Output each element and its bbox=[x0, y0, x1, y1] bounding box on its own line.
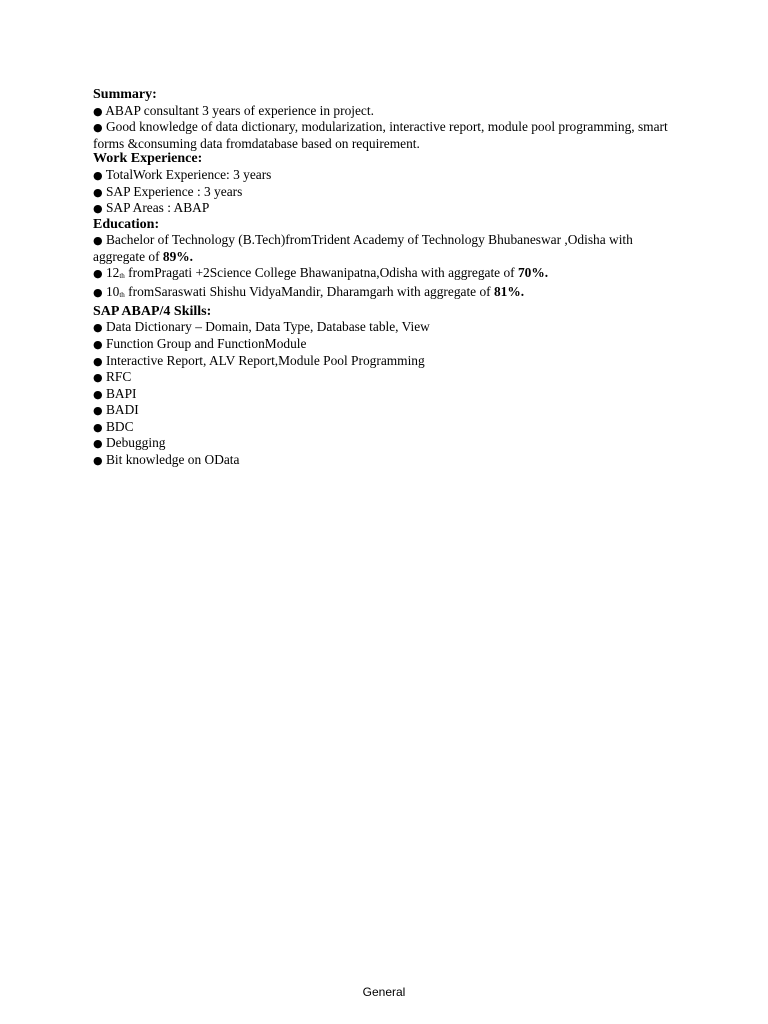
education-heading: Education: bbox=[93, 216, 160, 232]
work-experience-text: SAP Experience : 3 years bbox=[105, 183, 243, 199]
summary-item bbox=[93, 103, 683, 120]
education-grade: 89%. bbox=[162, 248, 194, 264]
work-experience-heading: Work Experience: bbox=[93, 151, 203, 167]
bullet-icon: ● bbox=[93, 104, 103, 118]
skill-item bbox=[93, 353, 683, 370]
bullet-icon: ● bbox=[93, 337, 103, 351]
skill-item bbox=[93, 369, 683, 386]
skill-item bbox=[93, 419, 683, 436]
summary-text: Good knowledge of data dictionary, modularization, interactive report, module pool programming, smart forms &consuming data fromdatabase based on requirement. bbox=[93, 119, 668, 151]
education-prefix: 10 bbox=[105, 284, 120, 300]
skill-text: Bit knowledge on OData bbox=[105, 452, 240, 468]
skill-item bbox=[93, 319, 683, 336]
summary-heading: Summary: bbox=[93, 87, 157, 102]
bullet-icon: ● bbox=[93, 202, 103, 216]
skill-text: Function Group and FunctionModule bbox=[105, 335, 307, 351]
education-item bbox=[93, 232, 683, 264]
education-text: fromPragati +2Science College Bhawanipatna,Odisha with aggregate of bbox=[124, 264, 518, 280]
skill-text: BADI bbox=[105, 402, 139, 418]
skill-item bbox=[93, 435, 683, 452]
bullet-icon: ● bbox=[93, 454, 103, 468]
bullet-icon: ● bbox=[93, 404, 103, 418]
education-grade: 70%. bbox=[517, 264, 549, 280]
bullet-icon: ● bbox=[93, 321, 103, 335]
bullet-icon: ● bbox=[93, 437, 103, 451]
skill-text: Data Dictionary – Domain, Data Type, Database table, View bbox=[105, 319, 430, 335]
bullet-icon: ● bbox=[93, 354, 103, 368]
bullet-icon: ● bbox=[93, 121, 103, 135]
skill-text: BDC bbox=[105, 418, 134, 434]
work-experience-text: TotalWork Experience: 3 years bbox=[105, 166, 272, 182]
skill-item bbox=[93, 452, 683, 469]
summary-item bbox=[93, 119, 683, 151]
education-item bbox=[93, 265, 683, 285]
ordinal-suffix: th bbox=[119, 291, 125, 300]
education-prefix: 12 bbox=[105, 264, 120, 280]
bullet-icon: ● bbox=[93, 185, 103, 199]
skill-item bbox=[93, 402, 683, 419]
bullet-icon: ● bbox=[93, 420, 103, 434]
education-item bbox=[93, 284, 683, 304]
bullet-icon: ● bbox=[93, 266, 103, 280]
skills-heading: SAP ABAP/4 Skills: bbox=[93, 303, 212, 319]
work-experience-item bbox=[93, 200, 683, 217]
bullet-icon: ● bbox=[93, 371, 103, 385]
bullet-icon: ● bbox=[93, 168, 103, 182]
skill-text: BAPI bbox=[105, 385, 137, 401]
education-grade: 81%. bbox=[493, 284, 525, 300]
bullet-icon: ● bbox=[93, 234, 103, 248]
education-text: Bachelor of Technology (B.Tech)fromTrident Academy of Technology Bhubaneswar ,Odisha with aggregate of bbox=[93, 232, 633, 264]
resume-content bbox=[93, 87, 683, 469]
skill-text: RFC bbox=[105, 369, 132, 385]
bullet-icon: ● bbox=[93, 286, 103, 300]
bullet-icon: ● bbox=[93, 387, 103, 401]
footer-label: General bbox=[362, 985, 406, 999]
skill-text: Interactive Report, ALV Report,Module Pool Programming bbox=[105, 352, 425, 368]
skill-item bbox=[93, 386, 683, 403]
work-experience-item bbox=[93, 167, 683, 184]
work-experience-item bbox=[93, 184, 683, 201]
skill-item bbox=[93, 336, 683, 353]
work-experience-text: SAP Areas : ABAP bbox=[105, 200, 210, 216]
ordinal-suffix: th bbox=[119, 271, 125, 280]
skill-text: Debugging bbox=[105, 435, 166, 451]
education-text: fromSaraswati Shishu VidyaMandir, Dharamgarh with aggregate of bbox=[124, 284, 494, 300]
summary-text: ABAP consultant 3 years of experience in project. bbox=[105, 102, 374, 118]
